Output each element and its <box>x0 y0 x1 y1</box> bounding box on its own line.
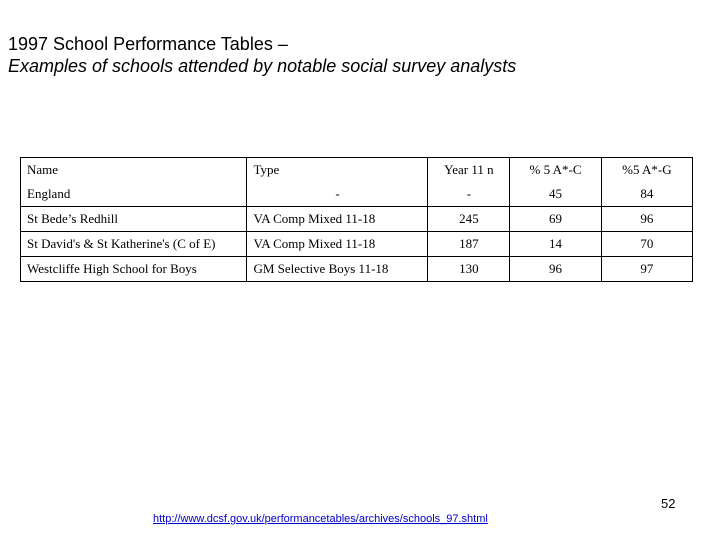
slide-title <box>8 33 516 77</box>
performance-table <box>20 157 693 282</box>
cell-name: England <box>21 182 247 207</box>
table-row <box>21 257 693 282</box>
cell-year11: 187 <box>428 232 510 257</box>
cell-type: VA Comp Mixed 11-18 <box>247 232 428 257</box>
cell-5ag: 70 <box>601 232 692 257</box>
table-row <box>21 182 693 207</box>
table-row <box>21 232 693 257</box>
cell-5ag: 84 <box>601 182 692 207</box>
cell-5ag: 97 <box>601 257 692 282</box>
title-line-2: Examples of schools attended by notable social survey analysts <box>8 56 517 76</box>
cell-5ac: 14 <box>510 232 601 257</box>
cell-year11: - <box>428 182 510 207</box>
table-header-row <box>21 158 693 183</box>
cell-name: St Bede’s Redhill <box>21 207 247 232</box>
cell-5ag: 96 <box>601 207 692 232</box>
source-link[interactable]: http://www.dcsf.gov.uk/performancetables/archives/schools_97.shtml <box>153 513 488 525</box>
header-5ag: %5 A*-G <box>601 158 692 183</box>
cell-type: VA Comp Mixed 11-18 <box>247 207 428 232</box>
table-row <box>21 207 693 232</box>
title-line-1: 1997 School Performance Tables – <box>8 34 288 54</box>
header-year11: Year 11 n <box>428 158 510 183</box>
cell-year11: 130 <box>428 257 510 282</box>
cell-5ac: 45 <box>510 182 601 207</box>
page-number: 52 <box>661 496 676 511</box>
cell-name: St David's & St Katherine's (C of E) <box>21 232 247 257</box>
header-name: Name <box>21 158 247 183</box>
cell-year11: 245 <box>428 207 510 232</box>
cell-5ac: 96 <box>510 257 601 282</box>
header-5ac: % 5 A*-C <box>510 158 601 183</box>
header-type: Type <box>247 158 428 183</box>
cell-name: Westcliffe High School for Boys <box>21 257 247 282</box>
cell-type: - <box>247 182 428 207</box>
cell-type: GM Selective Boys 11-18 <box>247 257 428 282</box>
cell-5ac: 69 <box>510 207 601 232</box>
